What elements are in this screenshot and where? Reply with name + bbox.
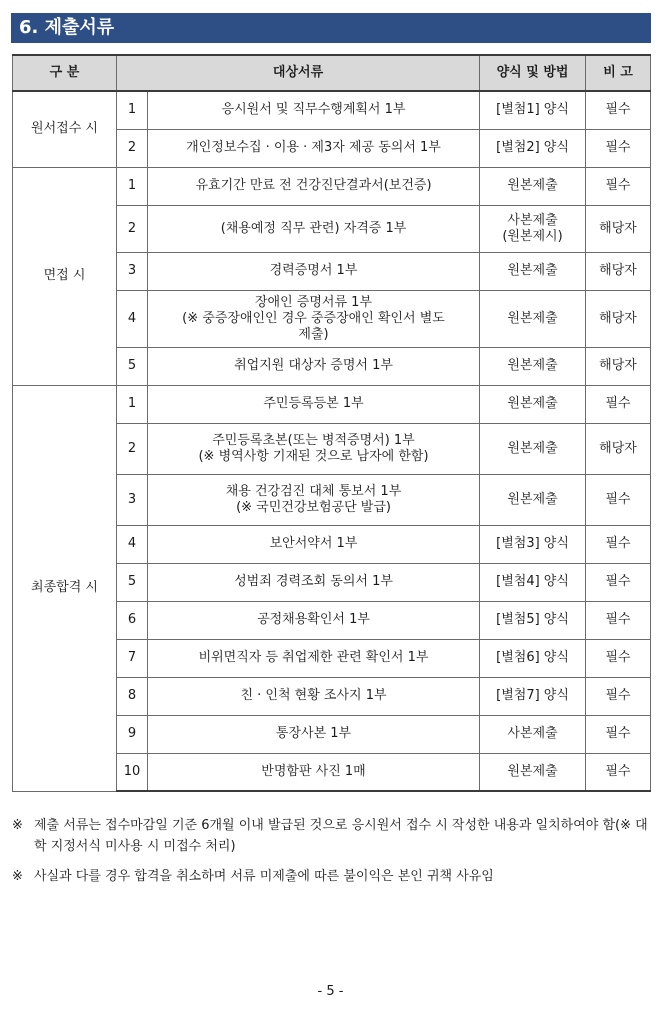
method-line: [별첨5] 양식 bbox=[496, 612, 569, 627]
remark-cell: 해당자 bbox=[586, 290, 651, 347]
remark-cell: 필수 bbox=[586, 753, 651, 791]
document-cell bbox=[148, 563, 480, 601]
document-cell bbox=[148, 601, 480, 639]
document-line: 응시원서 및 직무수행계획서 1부 bbox=[221, 102, 406, 118]
method-cell bbox=[480, 677, 586, 715]
note-text: 제출 서류는 접수마감일 기준 6개월 이내 발급된 것으로 응시원서 접수 시 작성한 내용과 일치하여야 함(※ 대학 지정서식 미사용 시 미접수 처리) bbox=[34, 818, 648, 854]
row-number-cell: 10 bbox=[117, 753, 148, 791]
document-line: 경력증명서 1부 bbox=[269, 263, 358, 278]
remark-cell: 필수 bbox=[586, 385, 651, 423]
note-text: 사실과 다를 경우 합격을 취소하며 서류 미제출에 따른 불이익은 본인 귀책 사유임 bbox=[34, 869, 494, 884]
method-line: 원본제출 bbox=[507, 310, 558, 326]
row-number-cell: 2 bbox=[117, 423, 148, 474]
note-item bbox=[12, 815, 652, 857]
row-number-cell: 9 bbox=[117, 715, 148, 753]
method-cell bbox=[480, 129, 586, 167]
row-number-cell: 5 bbox=[117, 563, 148, 601]
method-line: 원본제출 bbox=[507, 178, 558, 193]
method-cell bbox=[480, 563, 586, 601]
document-line: (※ 국민건강보험공단 발급) bbox=[236, 499, 391, 515]
document-line: 공정채용확인서 1부 bbox=[257, 612, 370, 627]
remark-cell: 해당자 bbox=[586, 205, 651, 252]
document-line: 반명함판 사진 1매 bbox=[261, 763, 366, 779]
remark-cell: 필수 bbox=[586, 715, 651, 753]
method-line: [별첨2] 양식 bbox=[496, 140, 569, 155]
method-line: 원본제출 bbox=[507, 358, 558, 373]
table-row bbox=[13, 167, 651, 205]
row-number-cell: 2 bbox=[117, 129, 148, 167]
document-cell bbox=[148, 474, 480, 525]
method-line: [별첨6] 양식 bbox=[496, 650, 569, 665]
remark-cell: 필수 bbox=[586, 91, 651, 129]
document-line: 채용 건강검진 대체 통보서 1부 bbox=[225, 483, 402, 499]
document-line: 장애인 증명서류 1부 bbox=[255, 294, 372, 310]
method-line: 원본제출 bbox=[507, 491, 558, 507]
method-line: [별첨4] 양식 bbox=[496, 574, 569, 589]
document-cell bbox=[148, 753, 480, 791]
category-cell: 최종합격 시 bbox=[13, 385, 117, 791]
document-line: 비위면직자 등 취업제한 관련 확인서 1부 bbox=[198, 650, 429, 665]
document-line: 주민등록초본(또는 병적증명서) 1부 bbox=[212, 432, 415, 448]
table-header-row bbox=[13, 55, 651, 91]
document-cell bbox=[148, 715, 480, 753]
remark-cell: 필수 bbox=[586, 129, 651, 167]
document-line: 친 · 인척 현황 조사지 1부 bbox=[240, 688, 387, 703]
method-line: 원본제출 bbox=[507, 263, 558, 278]
note-mark: ※ bbox=[12, 869, 23, 884]
category-cell: 원서접수 시 bbox=[13, 91, 117, 167]
table-row bbox=[13, 91, 651, 129]
method-line: (원본제시) bbox=[502, 228, 563, 244]
document-cell bbox=[148, 423, 480, 474]
document-cell bbox=[148, 167, 480, 205]
method-line: 원본제출 bbox=[507, 396, 558, 411]
header-method: 양식 및 방법 bbox=[480, 55, 586, 91]
document-cell bbox=[148, 525, 480, 563]
document-line: 보안서약서 1부 bbox=[269, 536, 358, 551]
method-line: 원본제출 bbox=[507, 763, 558, 779]
remark-cell: 필수 bbox=[586, 677, 651, 715]
row-number-cell: 1 bbox=[117, 167, 148, 205]
method-cell bbox=[480, 639, 586, 677]
method-cell bbox=[480, 385, 586, 423]
row-number-cell: 7 bbox=[117, 639, 148, 677]
table-row bbox=[13, 385, 651, 423]
document-line: 통장사본 1부 bbox=[275, 726, 352, 741]
method-line: 원본제출 bbox=[507, 440, 558, 456]
document-cell bbox=[148, 129, 480, 167]
table-body bbox=[13, 91, 651, 791]
document-cell bbox=[148, 639, 480, 677]
header-category: 구 분 bbox=[13, 55, 117, 91]
row-number-cell: 5 bbox=[117, 347, 148, 385]
document-cell bbox=[148, 677, 480, 715]
method-line: [별첨3] 양식 bbox=[496, 536, 569, 551]
document-line: 주민등록등본 1부 bbox=[263, 396, 364, 411]
document-cell bbox=[148, 385, 480, 423]
row-number-cell: 2 bbox=[117, 205, 148, 252]
method-line: [별첨1] 양식 bbox=[496, 102, 569, 118]
submission-documents-table bbox=[12, 54, 651, 792]
method-cell bbox=[480, 753, 586, 791]
method-cell bbox=[480, 205, 586, 252]
remark-cell: 해당자 bbox=[586, 347, 651, 385]
note-mark: ※ bbox=[12, 818, 23, 833]
method-cell bbox=[480, 252, 586, 290]
header-remark: 비 고 bbox=[586, 55, 651, 91]
remark-cell: 필수 bbox=[586, 167, 651, 205]
row-number-cell: 1 bbox=[117, 91, 148, 129]
row-number-cell: 3 bbox=[117, 252, 148, 290]
document-cell bbox=[148, 205, 480, 252]
remark-cell: 필수 bbox=[586, 525, 651, 563]
section-title: 6. 제출서류 bbox=[11, 13, 651, 43]
row-number-cell: 6 bbox=[117, 601, 148, 639]
method-cell bbox=[480, 423, 586, 474]
method-cell bbox=[480, 347, 586, 385]
method-cell bbox=[480, 525, 586, 563]
row-number-cell: 4 bbox=[117, 290, 148, 347]
document-line: 취업지원 대상자 증명서 1부 bbox=[234, 358, 393, 373]
remark-cell: 필수 bbox=[586, 601, 651, 639]
document-cell bbox=[148, 252, 480, 290]
document-cell bbox=[148, 91, 480, 129]
method-cell bbox=[480, 601, 586, 639]
remark-cell: 해당자 bbox=[586, 423, 651, 474]
notes bbox=[12, 815, 652, 896]
document-line: 제출) bbox=[298, 326, 329, 342]
method-line: 사본제출 bbox=[507, 726, 558, 741]
method-cell bbox=[480, 715, 586, 753]
document-line: (※ 병역사항 기재된 것으로 남자에 한함) bbox=[198, 448, 429, 464]
method-cell bbox=[480, 474, 586, 525]
method-line: 사본제출 bbox=[507, 212, 558, 228]
row-number-cell: 8 bbox=[117, 677, 148, 715]
method-line: [별첨7] 양식 bbox=[496, 688, 569, 703]
document-cell bbox=[148, 347, 480, 385]
method-cell bbox=[480, 91, 586, 129]
row-number-cell: 3 bbox=[117, 474, 148, 525]
document-line: (채용예정 직무 관련) 자격증 1부 bbox=[220, 220, 407, 236]
row-number-cell: 4 bbox=[117, 525, 148, 563]
remark-cell: 해당자 bbox=[586, 252, 651, 290]
remark-cell: 필수 bbox=[586, 639, 651, 677]
row-number-cell: 1 bbox=[117, 385, 148, 423]
document-line: (※ 중증장애인인 경우 중증장애인 확인서 별도 bbox=[182, 310, 445, 326]
remark-cell: 필수 bbox=[586, 474, 651, 525]
method-cell bbox=[480, 290, 586, 347]
document-line: 성범죄 경력조회 동의서 1부 bbox=[234, 574, 393, 589]
page-number: - 5 - bbox=[317, 984, 344, 999]
category-cell: 면접 시 bbox=[13, 167, 117, 385]
remark-cell: 필수 bbox=[586, 563, 651, 601]
document-line: 개인정보수집 · 이용 · 제3자 제공 동의서 1부 bbox=[186, 140, 441, 155]
header-document: 대상서류 bbox=[117, 55, 480, 91]
document-cell bbox=[148, 290, 480, 347]
document-line: 유효기간 만료 전 건강진단결과서(보건증) bbox=[195, 178, 432, 193]
note-item bbox=[12, 866, 652, 887]
method-cell bbox=[480, 167, 586, 205]
